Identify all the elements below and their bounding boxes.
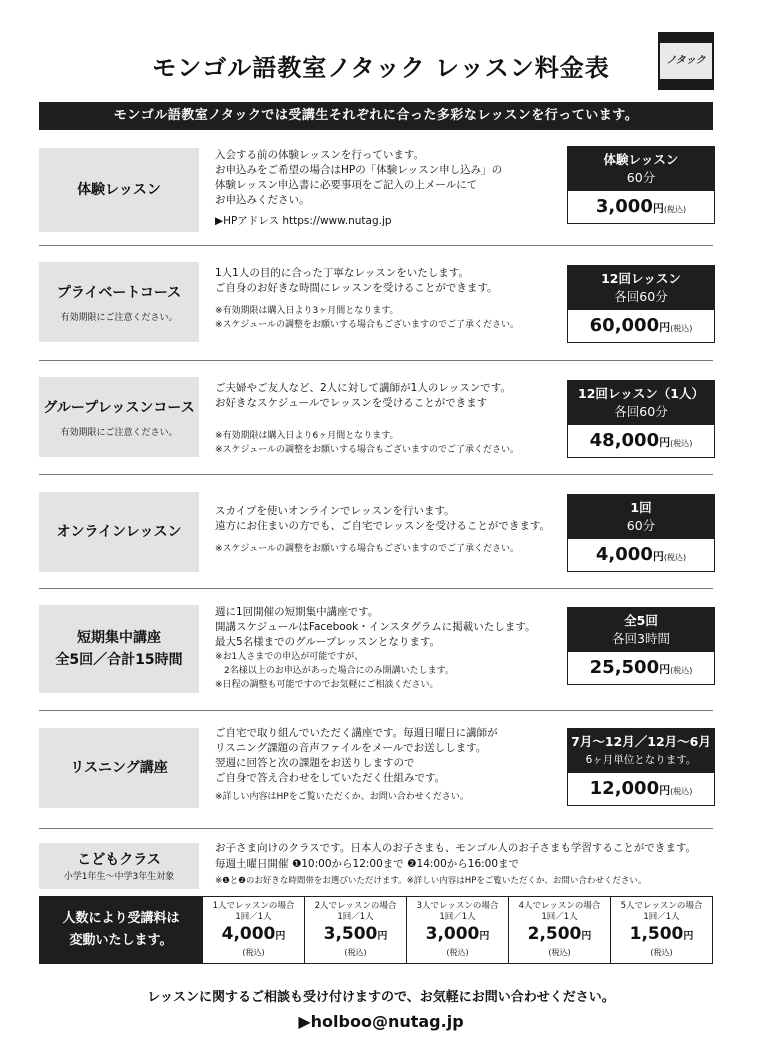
group-name: グループレッスンコース xyxy=(43,399,195,416)
desc-line: 1人1人の目的に合った丁寧なレッスンをいたします。 xyxy=(215,267,469,279)
price-head-1: 12回レッスン xyxy=(601,271,681,286)
tax-label: (税込) xyxy=(670,666,693,675)
price-value xyxy=(568,652,714,684)
section-private xyxy=(39,262,713,344)
desc-line: 遠方にお住まいの方でも、ご自宅でレッスンを受けることができます。 xyxy=(215,520,551,532)
price-head xyxy=(568,495,714,539)
hp-link[interactable]: ▶HPアドレス https://www.nutag.jp xyxy=(215,215,392,227)
cell-per: 1回／1人 xyxy=(235,912,272,922)
price-number: 60,000 xyxy=(589,315,660,336)
tax-label: (税込) xyxy=(670,439,693,448)
kids-price-cell xyxy=(304,897,406,963)
desc-line: 体験レッスン申込書に必要事項をご記入の上メールにて xyxy=(215,179,478,191)
note-line: ※詳しい内容はHPをご覧いただくか、お問い合わせください。 xyxy=(215,792,469,802)
cell-tax: (税込) xyxy=(650,948,673,957)
online-name: オンラインレッスン xyxy=(56,524,182,540)
intensive-name-1: 短期集中講座 xyxy=(77,630,161,646)
desc-line: お好きなスケジュールでレッスンを受けることができます xyxy=(215,397,488,409)
price-head-1: 12回レッスン（1人） xyxy=(578,386,704,401)
note-line: ※スケジュールの調整をお願いする場合もございますのでご了承ください。 xyxy=(215,445,520,455)
cell-people: 3人でレッスンの場合 xyxy=(416,901,499,911)
cell-people: 4人でレッスンの場合 xyxy=(518,901,601,911)
section-intensive xyxy=(39,605,713,695)
kids-label-box xyxy=(39,843,199,889)
cell-price-number: 3,000 xyxy=(425,924,480,944)
price-number: 25,500 xyxy=(589,657,660,678)
desc-line: 開講スケジュールはFacebook・インスタグラムに掲載いたします。 xyxy=(215,621,536,633)
kids-head-1: 人数により受講料は xyxy=(62,911,180,926)
listening-price-box xyxy=(567,728,715,806)
online-desc xyxy=(215,504,565,556)
yen-label: 円 xyxy=(659,663,671,676)
price-value xyxy=(568,310,714,342)
yen-label: 円 xyxy=(659,784,671,797)
cell-per: 1回／1人 xyxy=(337,912,374,922)
tax-label: (税込) xyxy=(670,324,693,333)
note-line: ※日程の調整も可能ですのでお気軽にご相談ください。 xyxy=(215,680,439,690)
kids-note-2: ※❶と❷のお好きな時間帯をお選びいただけます。※詳しい内容はHPをご覧いただくか、お問い合わせください。 xyxy=(215,876,647,886)
listening-label-box xyxy=(39,728,199,808)
yen-label: 円 xyxy=(652,550,664,563)
yen-label: 円 xyxy=(377,931,388,942)
tax-label: (税込) xyxy=(670,787,693,796)
note-line: ※スケジュールの調整をお願いする場合もございますのでご了承ください。 xyxy=(215,544,520,554)
desc-line: ご自宅で取り組んでいただく講座です。毎週日曜日に講師が xyxy=(215,727,498,739)
price-head-2: 60分 xyxy=(626,518,656,533)
section-group xyxy=(39,377,713,459)
private-name: プライベートコース xyxy=(56,284,182,301)
group-label-box xyxy=(39,377,199,457)
yen-label: 円 xyxy=(581,931,592,942)
cell-per: 1回／1人 xyxy=(643,912,680,922)
trial-price-box xyxy=(567,146,715,224)
cell-price xyxy=(509,923,610,948)
price-head xyxy=(568,266,714,310)
yen-label: 円 xyxy=(275,931,286,942)
divider xyxy=(39,710,713,711)
section-trial xyxy=(39,146,713,236)
group-note: 有効期限にご注意ください。 xyxy=(60,427,178,438)
logo xyxy=(658,32,714,90)
price-head xyxy=(568,608,714,652)
online-price-box xyxy=(567,494,715,572)
cell-per: 1回／1人 xyxy=(439,912,476,922)
cell-people: 5人でレッスンの場合 xyxy=(620,901,703,911)
kids-price-cell xyxy=(202,897,304,963)
price-head-2: 6ヶ月単位となります。 xyxy=(585,754,697,766)
kids-price-table xyxy=(39,896,713,964)
price-head-1: 1回 xyxy=(630,500,652,515)
cell-tax: (税込) xyxy=(242,948,265,957)
cell-price xyxy=(305,923,406,948)
yen-label: 円 xyxy=(659,321,671,334)
intensive-name-2: 全5回／合計15時間 xyxy=(55,652,183,668)
desc-line: 入会する前の体験レッスンを行っています。 xyxy=(215,149,425,161)
group-desc xyxy=(215,381,565,457)
kids-desc xyxy=(215,840,715,890)
price-head xyxy=(568,729,714,773)
note-line: ※有効期限は購入日より3ヶ月間となります。 xyxy=(215,306,399,316)
price-head-2: 60分 xyxy=(626,170,656,185)
trial-label-box xyxy=(39,148,199,232)
divider xyxy=(39,828,713,829)
cell-tax: (税込) xyxy=(446,948,469,957)
desc-line: リスニング課題の音声ファイルをメールでお送しします。 xyxy=(215,742,487,754)
cell-price-number: 1,500 xyxy=(629,924,684,944)
kids-head-2: 変動いたします。 xyxy=(69,933,173,948)
yen-label: 円 xyxy=(659,436,671,449)
cell-people: 2人でレッスンの場合 xyxy=(314,901,397,911)
trial-name: 体験レッスン xyxy=(77,182,161,198)
price-value xyxy=(568,773,714,805)
desc-line: ご自身のお好きな時間にレッスンを受けることができます。 xyxy=(215,282,498,294)
cell-price-number: 3,500 xyxy=(323,924,378,944)
online-label-box xyxy=(39,492,199,572)
kids-note: 小学1年生～中学3年生対象 xyxy=(63,871,175,882)
note-line: ※有効期限は購入日より6ヶ月間となります。 xyxy=(215,431,399,441)
intensive-price-box xyxy=(567,607,715,685)
section-online xyxy=(39,492,713,572)
private-label-box xyxy=(39,262,199,342)
note-line: 2名様以上のお申込があった場合にのみ開講いたします。 xyxy=(215,666,454,676)
note-line: ※お1人さまでの申込が可能ですが、 xyxy=(215,652,364,662)
page-title: モンゴル語教室ノタック レッスン料金表 xyxy=(152,54,610,82)
divider xyxy=(39,360,713,361)
price-head-2: 各回3時間 xyxy=(612,631,670,646)
cell-price-number: 2,500 xyxy=(527,924,582,944)
kids-desc-1: お子さま向けのクラスです。日本人のお子さまも、モンゴル人のお子さまも学習することができます。 xyxy=(215,842,697,854)
divider xyxy=(39,245,713,246)
intensive-label-box xyxy=(39,605,199,693)
price-value xyxy=(568,425,714,457)
price-number: 48,000 xyxy=(589,430,660,451)
kids-price-cell xyxy=(508,897,610,963)
price-number: 4,000 xyxy=(595,544,653,565)
note-line: ※スケジュールの調整をお願いする場合もございますのでご了承ください。 xyxy=(215,320,520,330)
price-head-2: 各回60分 xyxy=(614,289,668,304)
desc-line: 最大5名様までのグループレッスンとなります。 xyxy=(215,636,440,648)
cell-tax: (税込) xyxy=(344,948,367,957)
tax-label: (税込) xyxy=(663,205,687,214)
kids-price-cell xyxy=(610,897,712,963)
yen-label: 円 xyxy=(683,931,694,942)
desc-line: ご自身で答え合わせをしていただく仕組みです。 xyxy=(215,772,446,784)
tax-label: (税込) xyxy=(663,553,687,562)
private-desc xyxy=(215,266,565,332)
listening-name: リスニング講座 xyxy=(70,760,168,776)
desc-line: ご夫婦やご友人など、2人に対して講師が1人のレッスンです。 xyxy=(215,382,511,394)
yen-label: 円 xyxy=(652,202,664,215)
cell-price xyxy=(407,923,508,948)
price-value xyxy=(568,191,714,223)
cell-tax: (税込) xyxy=(548,948,571,957)
section-listening xyxy=(39,726,713,814)
cell-per: 1回／1人 xyxy=(541,912,578,922)
logo-text: ノタック xyxy=(660,43,712,79)
price-head xyxy=(568,147,714,191)
price-number: 12,000 xyxy=(589,778,660,799)
yen-label: 円 xyxy=(479,931,490,942)
price-head-1: 7月～12月／12月～6月 xyxy=(571,734,711,749)
kids-desc-2: 毎週土曜日開催 ❶10:00から12:00まで ❷14:00から16:00まで xyxy=(215,858,520,870)
footer-contact-text: レッスンに関するご相談も受け付けますので、お気軽にお問い合わせください。 xyxy=(147,990,615,1005)
cell-price xyxy=(203,923,304,948)
private-note: 有効期限にご注意ください。 xyxy=(60,312,178,323)
divider xyxy=(39,588,713,589)
price-number: 3,000 xyxy=(595,196,653,217)
cell-people: 1人でレッスンの場合 xyxy=(212,901,295,911)
listening-desc xyxy=(215,726,565,804)
kids-name: こどもクラス xyxy=(77,851,161,868)
intro-banner: モンゴル語教室ノタックでは受講生それぞれに合った多彩なレッスンを行っています。 xyxy=(39,102,713,130)
price-head-1: 全5回 xyxy=(624,613,658,628)
desc-line: お申込みください。 xyxy=(215,194,310,206)
trial-desc xyxy=(215,148,565,229)
cell-price-number: 4,000 xyxy=(221,924,276,944)
footer-email-link[interactable]: ▶holboo@nutag.jp xyxy=(298,1012,464,1031)
kids-price-cell xyxy=(406,897,508,963)
price-head-2: 各回60分 xyxy=(614,404,668,419)
kids-table-head xyxy=(40,897,202,963)
cell-price xyxy=(611,923,712,948)
price-value xyxy=(568,539,714,571)
desc-line: 週に1回開催の短期集中講座です。 xyxy=(215,606,379,618)
divider xyxy=(39,474,713,475)
desc-line: お申込みをご希望の場合はHPの「体験レッスン申し込み」の xyxy=(215,164,503,176)
price-head xyxy=(568,381,714,425)
group-price-box xyxy=(567,380,715,458)
desc-line: 翌週に回答と次の課題をお送りしますので xyxy=(215,757,415,769)
desc-line: スカイプを使いオンラインでレッスンを行います。 xyxy=(215,505,455,517)
intensive-desc xyxy=(215,605,575,692)
private-price-box xyxy=(567,265,715,343)
price-head-1: 体験レッスン xyxy=(603,152,679,167)
